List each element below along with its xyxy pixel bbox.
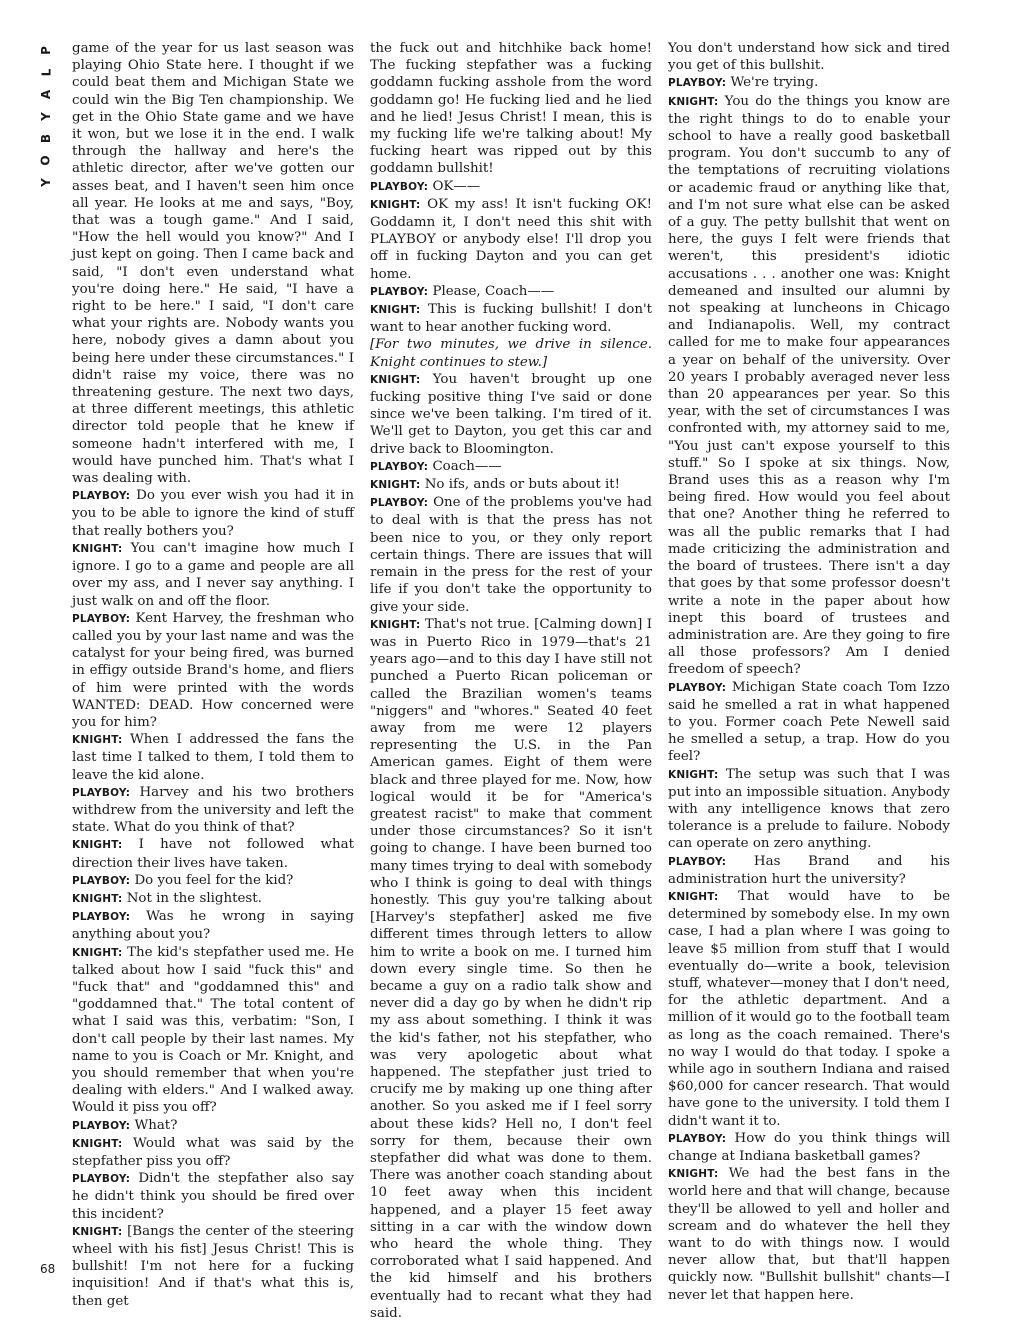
interview-paragraph (72, 731, 354, 784)
paragraph-text: The kid's stepfather used me. He talked about how I said "fuck this" and "fuck that" and "goddamned this" and "goddamned that." The total content of what I said was this, verbatim: "Son, I don't call people by their last names. My name to you is Coach or Mr. Knight, and you should remember that when you're dealing with elders." And I walked away. Would it piss you off? (72, 944, 354, 1116)
speaker-label: PLAYBOY : (668, 856, 726, 868)
speaker-label: KNIGHT : (370, 619, 420, 631)
text-paragraph (668, 40, 950, 74)
paragraph-text: [Bangs the center of the steering wheel with his fist] Jesus Christ! This is bullshit! I'm not here for a fucking inquisition! And if that's what this is, then get (72, 1223, 354, 1309)
paragraph-text: Please, Coach—— (432, 283, 555, 299)
paragraph-text: What? (134, 1117, 178, 1133)
column-1 (72, 40, 355, 1309)
interview-paragraph (370, 283, 652, 301)
paragraph-text: Harvey and his two brothers withdrew from the university and left the state. What do you think of that? (72, 784, 354, 836)
paragraph-text: Do you ever wish you had it in you to be able to ignore the kind of stuff that really bothers you? (72, 488, 354, 539)
interview-paragraph (72, 1223, 354, 1310)
interview-paragraph (668, 679, 950, 766)
speaker-label: PLAYBOY : (72, 613, 130, 625)
paragraph-text: That would have to be determined by somebody else. In my own case, I had a plan where I was going to leave $5 million from stuff that I would eventually do—write a book, television stuff, whatever—money that I don't need, for the athletic department. And a million of it would go to the football team as long as the coach remained. There's no way I would do that today. I spoke a while ago in southern Indiana and raised $60,000 for cancer research. That would have gone to the university. I told them I didn't want it to. (668, 888, 950, 1129)
interview-paragraph (72, 784, 354, 837)
interview-paragraph (668, 74, 950, 92)
speaker-label: KNIGHT : (72, 543, 122, 555)
interview-paragraph (72, 540, 354, 610)
interview-paragraph (370, 616, 652, 1322)
sidebar-letter: L (39, 67, 53, 77)
paragraph-text: Was he wrong in saying anything about you? (72, 909, 354, 943)
speaker-label: PLAYBOY : (370, 461, 428, 473)
paragraph-text: This is fucking bullshit! I don't want to hear another fucking word. (370, 302, 653, 336)
paragraph-text: You can't imagine how much I ignore. I go to a game and people are all over my ass, and I never say anything. I just walk on and off the floor. (72, 540, 354, 609)
stage-direction: [For two minutes, we drive in silence. Knight continues to stew.] (370, 337, 652, 370)
paragraph-text: One of the problems you've had to deal with is that the press has not been nice to you, or they only report certain things. There are issues that will remain in the press for the rest of your life if you don't take the opportunity to give your side. (370, 495, 652, 615)
speaker-label: KNIGHT : (668, 769, 718, 781)
speaker-label: KNIGHT : (668, 891, 718, 903)
interview-paragraph (370, 458, 652, 476)
paragraph-text: When I addressed the fans the last time I talked to them, I told them to leave the kid alone. (72, 732, 354, 783)
paragraph-text: Coach—— (432, 458, 502, 474)
interview-paragraph (668, 93, 950, 679)
interview-paragraph (72, 1117, 354, 1135)
interview-paragraph (668, 888, 950, 1130)
paragraph-text: the fuck out and hitchhike back home! The fucking stepfather was a fucking goddamn fucking asshole from the word goddamn go! He fucking lied and he lied and he lied! Jesus Christ! I mean, this is my fucking life we're talking about! My fucking heart was ripped out by this goddamn bullshit! (370, 41, 652, 177)
interview-paragraph (72, 487, 354, 540)
paragraph-text: You do the things you know are the right things to do to enable your school to have a really good basketball program. You don't succumb to any of the temptations of recruiting violations or academic fraud or anything like that, and I'm not sure what else can be asked of a guy. The petty bullshit that went on here, the guys I felt were friends that weren't, this president's idiotic accusations . . . another one was: Knight demeaned and insulted our alumni by not speaking at luncheons in Chicago and Indianapolis. Well, my contract called for me to make four appearances a year on behalf of the university. Over 20 years I probably averaged never less than 20 appearances per year. So this year, with the set of circumstances I was confronted with, my attorney said to me, "You just can't expose yourself to this stuff." So I spoke at six things. Now, Brand uses this as a reason why I'm being fired. How would you feel about that one? Another thing he referred to was all the public remarks that I had made criticizing the administration and the board of trustees. There isn't a day that goes by that some professor doesn't write a note in the paper about how inept this board of trustees and administration are. Are they going to fire all those professors? Am I denied freedom of speech? (668, 93, 950, 678)
speaker-label: KNIGHT : (72, 734, 122, 746)
sidebar-letter: P (38, 45, 53, 55)
page-number: 68 (40, 1262, 56, 1276)
speaker-label: PLAYBOY : (668, 682, 726, 694)
sidebar-letter: A (38, 88, 53, 100)
speaker-label: KNIGHT : (72, 839, 122, 851)
interview-paragraph (370, 301, 652, 336)
text-paragraph (72, 40, 354, 487)
speaker-label: PLAYBOY : (72, 1120, 130, 1132)
paragraph-text: OK my ass! It isn't fucking OK! Goddamn it, I don't need this shit with PLAYBOY or anybody else! I'll drop you off in fucking Dayton and you can get home. (370, 196, 652, 282)
speaker-label: PLAYBOY : (370, 181, 428, 193)
sidebar-letter: Y (38, 177, 53, 187)
speaker-label: PLAYBOY : (72, 875, 130, 887)
sidebar-letter: O (38, 154, 53, 166)
interview-paragraph (72, 1170, 354, 1223)
paragraph-text: Kent Harvey, the freshman who called you by your last name and was the catalyst for your being fired, was burned in effigy outside Brand's home, and fliers of him were printed with the words WANTED: DEAD. How concerned were you for him? (72, 610, 355, 730)
paragraph-text: You haven't brought up one fucking positive thing I've said or done since we've been talking. I'm tired of it. We'll get to Dayton, you get this car and drive back to Bloomington. (370, 371, 652, 457)
paragraph-text: game of the year for us last season was playing Ohio State here. I thought if we could beat them and Michigan State we could win the Big Ten championship. We get in the Ohio State game and we have it won, but we lose it in the end. I walk through the hallway and here's the athletic director, after we've gotten our asses beat, and I haven't seen him once all year. He looks at me and says, "Boy, that was a tough game." And I said, "How the hell would you know?" And I just kept on going. Then I came back and said, "I don't even understand what you're doing here." He said, "I have a right to be here." I said, "I don't care what your rights are. Nobody wants you here, nobody gives a damn about you being here under these circumstances." I didn't raise my voice, there was no threatening gesture. The next two days, at three different meetings, this athletic director told people that he knew if someone hadn't interfered with me, I would have punched him. That's what I was dealing with. (72, 41, 354, 487)
paragraph-text: How do you think things will change at Indiana basketball games? (668, 1130, 950, 1164)
speaker-label: KNIGHT : (370, 374, 420, 386)
speaker-label: PLAYBOY : (370, 497, 428, 509)
interview-paragraph (72, 908, 354, 943)
interview-paragraph (72, 890, 354, 908)
interview-paragraph (370, 196, 652, 283)
paragraph-text: Has Brand and his administration hurt the university? (668, 853, 950, 887)
speaker-label: KNIGHT : (72, 1138, 122, 1150)
speaker-label: PLAYBOY : (668, 1133, 726, 1145)
interview-paragraph (370, 494, 652, 615)
speaker-label: KNIGHT : (370, 199, 420, 211)
paragraph-text: We had the best fans in the world here and that will change, because they'll be allowed to yell and holler and scream and do whatever the hell they want to do with things now. I would never allow that, but that'll happen quickly now. "Bullshit bullshit" chants—I never let that happen here. (668, 1166, 950, 1303)
interview-paragraph (668, 853, 950, 888)
speaker-label: PLAYBOY : (370, 286, 428, 298)
column-3 (668, 40, 950, 1303)
paragraph-text: Would what was said by the stepfather piss you off? (72, 1135, 354, 1169)
interview-paragraph (370, 476, 652, 494)
speaker-label: PLAYBOY : (72, 490, 130, 502)
magazine-sidebar-wordmark (40, 42, 52, 190)
speaker-label: KNIGHT : (72, 1226, 122, 1238)
speaker-label: KNIGHT : (72, 947, 122, 959)
speaker-label: PLAYBOY : (72, 911, 130, 923)
paragraph-text: OK—— (432, 178, 481, 194)
speaker-label: KNIGHT : (668, 96, 718, 108)
paragraph-text: No ifs, ands or buts about it! (424, 477, 621, 493)
interview-paragraph (72, 944, 354, 1117)
paragraph-text: I have not followed what direction their lives have taken. (72, 837, 354, 871)
text-paragraph (370, 40, 652, 178)
paragraph-text: You don't understand how sick and tired you get of this bullshit. (668, 41, 950, 74)
speaker-label: KNIGHT : (72, 893, 122, 905)
interview-paragraph (72, 1135, 354, 1170)
interview-paragraph (370, 178, 652, 196)
interview-paragraph (72, 872, 354, 890)
sidebar-letter: Y (38, 111, 53, 121)
paragraph-text: That's not true. [Calming down] I was in Puerto Rico in 1979—that's 21 years ago—and to this day I have still not punched a Puerto Rican policeman or called the Brazilian women's teams "niggers" and "whores." Seated 40 feet away from me were 12 players representing the U.S. in the Pan American games. Eight of them were black and three played for me. Now, how logical would it be for "America's greatest racist" to make that comment under those circumstances? So it isn't going to change. I have been burned too many times trying to deal with somebody who I think is going to deal with things honestly. This guy you're talking about [Harvey's stepfather] asked me five different times through letters to allow him to write a book on me. I turned him down every single time. So then he became a guy on a radio talk show and never did a day go by when he didn't rip my ass about something. I think it was the kid's father, not his stepfather, who was very apologetic about what happened. The stepfather just tried to crucify me by making up one thing after another. So you asked me if I feel sorry about these kids? Hell no, I don't feel sorry for them, because their own stepfather did what was done to them. There was another coach standing about 10 feet away when this incident happened, and a player 15 feet away sitting in a car with the window down who heard the whole thing. They corroborated what I said happened. And the kid himself and his brothers eventually had to recant what they had said. (370, 616, 652, 1321)
speaker-label: KNIGHT : (668, 1168, 718, 1180)
speaker-label: KNIGHT : (370, 479, 420, 491)
speaker-label: PLAYBOY : (72, 1173, 130, 1185)
paragraph-text: The setup was such that I was put into an impossible situation. Anybody with any intelligence knows that zero tolerance is a prelude to failure. Nobody can operate on zero anything. (668, 766, 950, 852)
paragraph-text: Do you feel for the kid? (134, 872, 294, 888)
paragraph-text: Didn't the stepfather also say he didn't think you should be fired over this incident? (72, 1171, 354, 1222)
interview-paragraph (370, 371, 652, 458)
column-2 (370, 40, 653, 1321)
paragraph-text: Not in the slightest. (126, 890, 262, 906)
speaker-label: PLAYBOY : (668, 77, 726, 89)
interview-paragraph (72, 610, 354, 731)
interview-paragraph (668, 1130, 950, 1165)
sidebar-letter: B (39, 132, 53, 144)
speaker-label: PLAYBOY : (72, 787, 130, 799)
interview-paragraph (72, 836, 354, 871)
speaker-label: KNIGHT : (370, 304, 420, 316)
paragraph-text: We're trying. (730, 75, 819, 91)
interview-paragraph (668, 1165, 950, 1304)
interview-paragraph (668, 766, 950, 853)
paragraph-text: Michigan State coach Tom Izzo said he smelled a rat in what happened to you. Former coach Pete Newell said he smelled a setup, a trap. How do you feel? (668, 679, 950, 765)
